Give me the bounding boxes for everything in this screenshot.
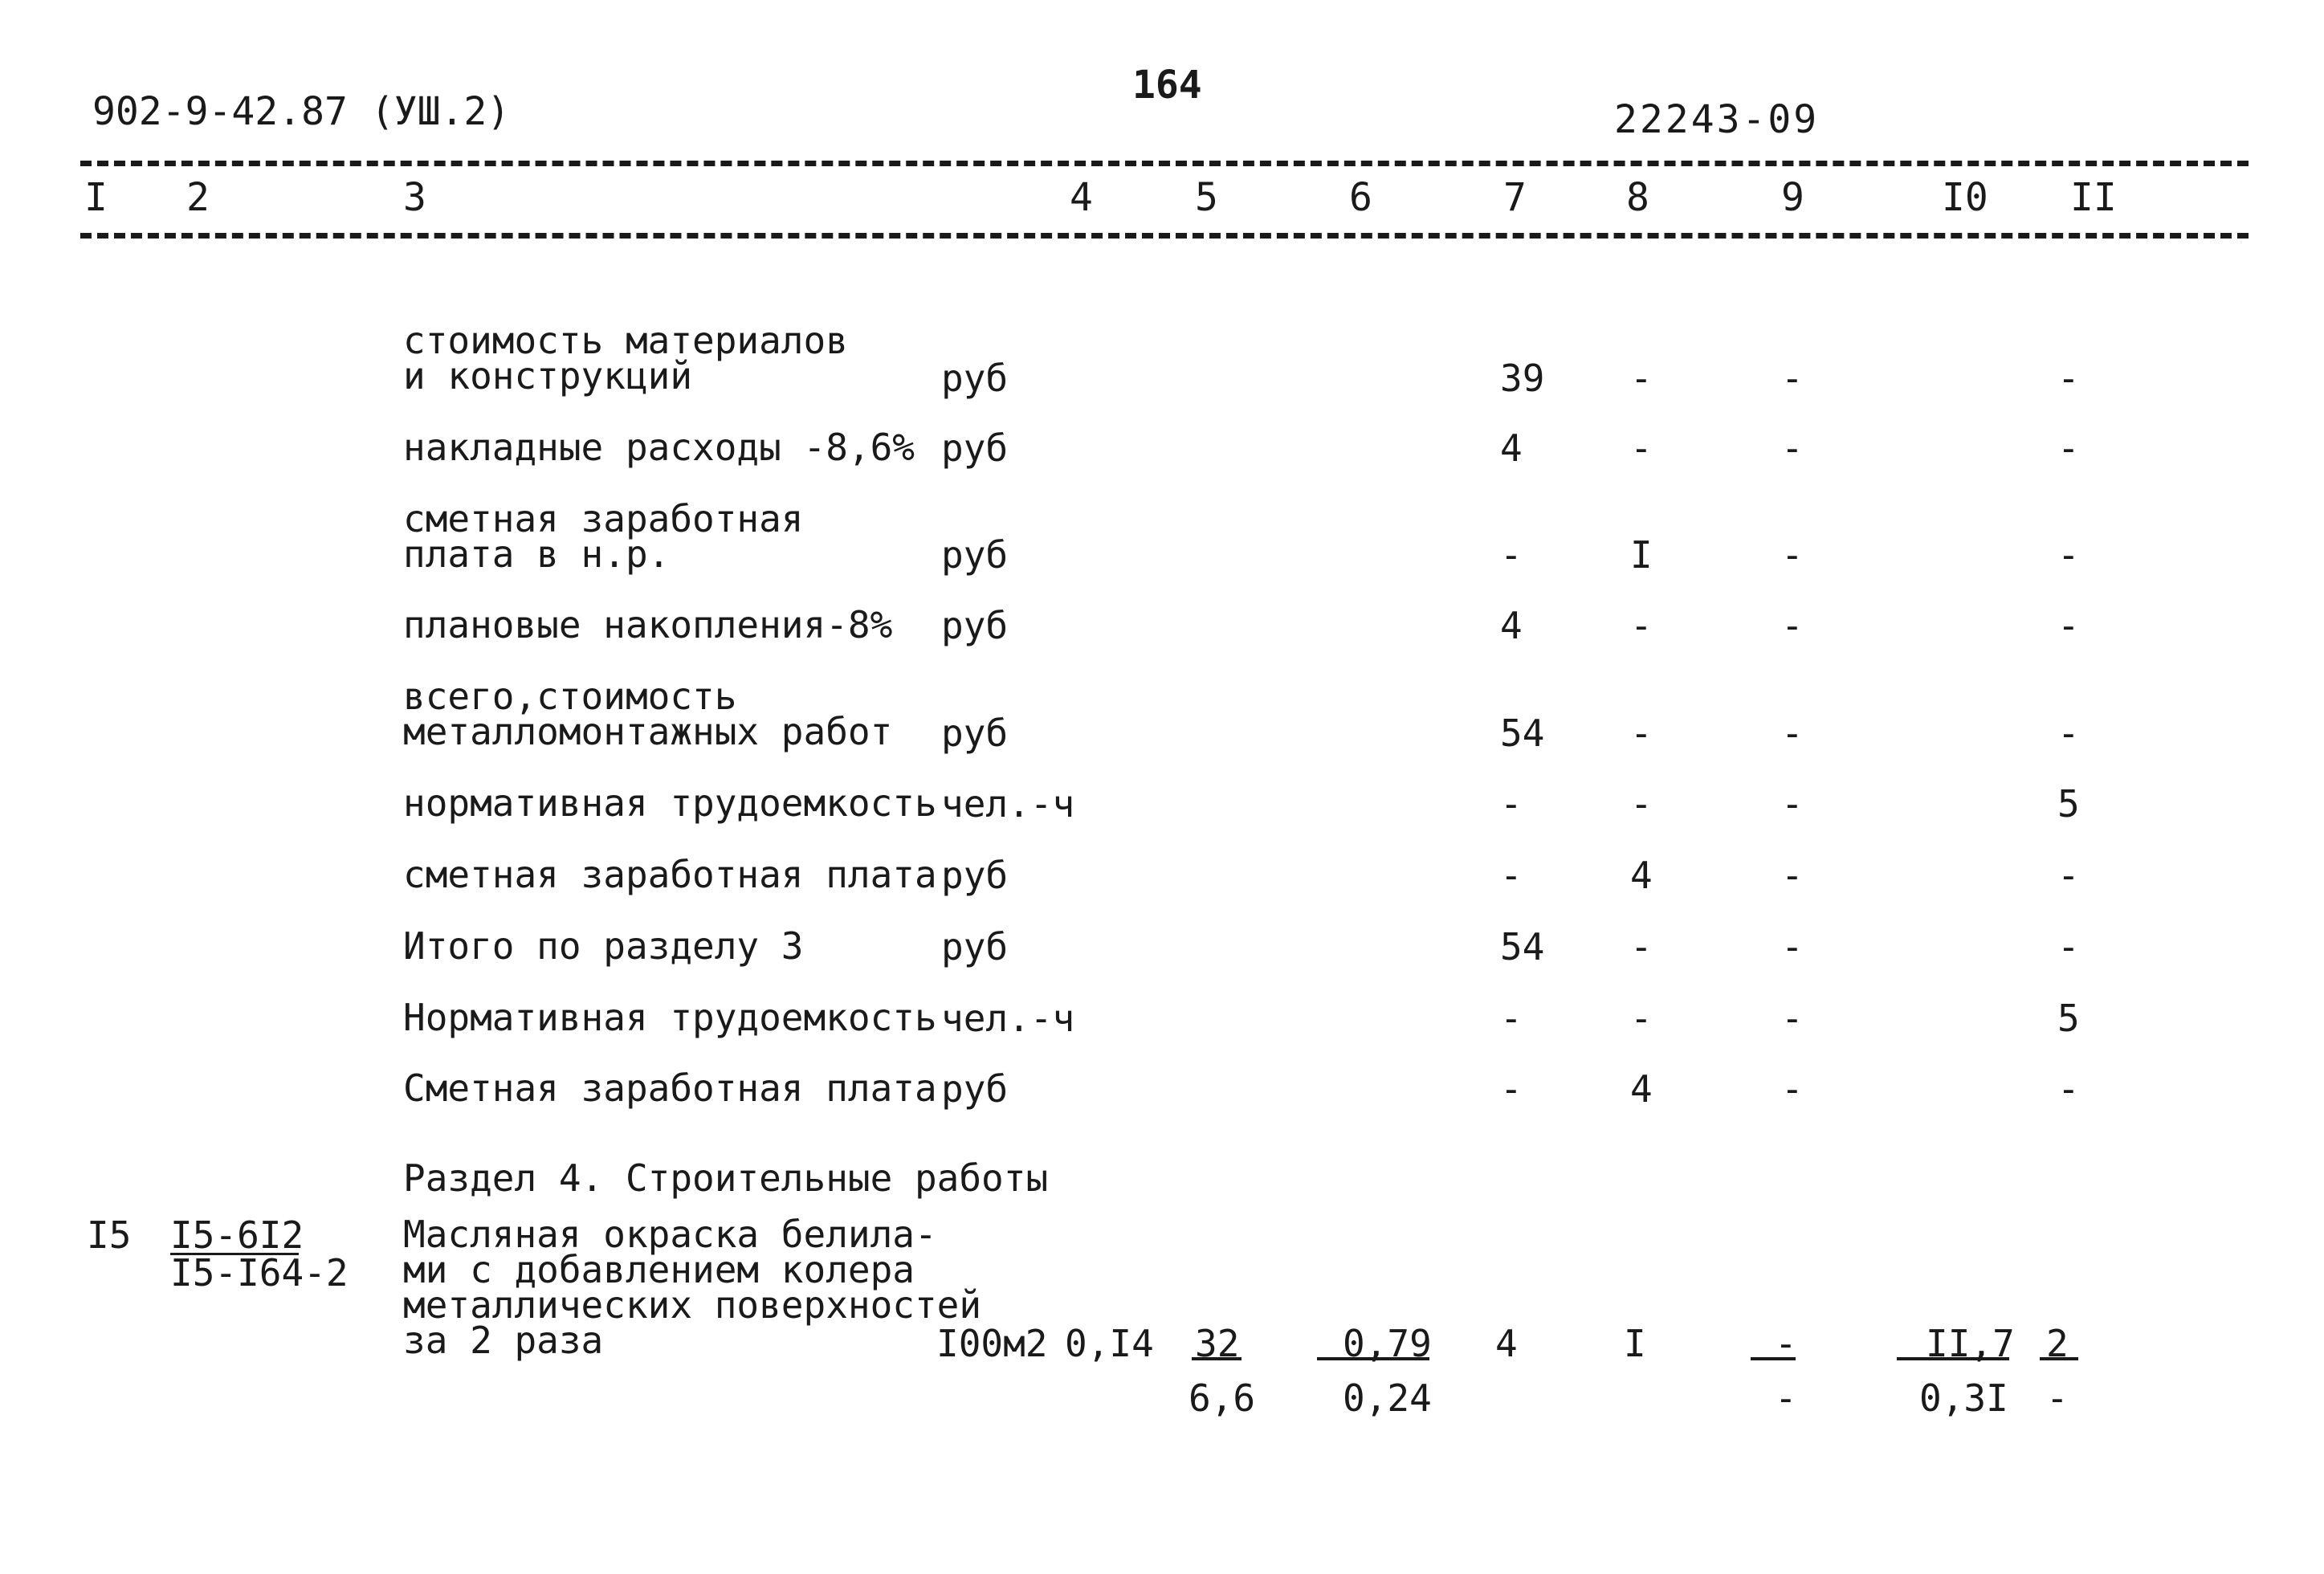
document-number: 22243-09 <box>1614 97 1820 142</box>
row-cell-col9: - <box>1781 854 1804 897</box>
row-cell-col7: - <box>1500 533 1523 577</box>
row-label: всего,стоимость металломонтажных работ <box>403 675 893 753</box>
item-col10-bottom: 0,3I <box>1919 1376 2008 1420</box>
row-cell-col7: - <box>1500 1067 1523 1111</box>
row-cell-col9: - <box>1781 997 1804 1040</box>
col5-fraction-line <box>1192 1357 1242 1360</box>
col9-fraction-line <box>1751 1357 1796 1360</box>
column-header-1: I <box>84 175 108 220</box>
column-header-7: 7 <box>1503 175 1527 220</box>
column-header-5: 5 <box>1195 175 1218 220</box>
row-label: стоимость материалов и конструкций <box>403 319 848 398</box>
item-col5-top: 32 <box>1195 1322 1240 1365</box>
column-header-2: 2 <box>186 175 210 220</box>
row-cell-col11: - <box>2057 925 2080 968</box>
row-cell-col11: 5 <box>2057 782 2080 826</box>
row-cell-col7: - <box>1500 997 1523 1040</box>
item-col6-bottom: 0,24 <box>1343 1376 1432 1420</box>
row-unit: руб <box>941 925 1009 968</box>
row-cell-col11: - <box>2057 533 2080 577</box>
column-header-8: 8 <box>1626 175 1649 220</box>
row-cell-col9: - <box>1781 533 1804 577</box>
row-cell-col8: - <box>1630 925 1653 968</box>
row-label: нормативная трудоемкость <box>403 781 937 825</box>
row-cell-col9: - <box>1781 1067 1804 1111</box>
row-unit: чел.-ч <box>941 782 1075 826</box>
section-title: Раздел 4. Строительные работы <box>403 1156 1049 1200</box>
row-unit: чел.-ч <box>941 997 1075 1040</box>
row-cell-col7: 39 <box>1500 357 1545 400</box>
row-cell-col9: - <box>1781 712 1804 755</box>
item-col11-bottom: - <box>2046 1376 2069 1420</box>
item-col8: I <box>1624 1322 1646 1365</box>
row-label: Нормативная трудоемкость <box>403 996 937 1039</box>
row-cell-col9: - <box>1781 426 1804 470</box>
row-label: Итого по разделу 3 <box>403 924 804 968</box>
column-header-4: 4 <box>1070 175 1093 220</box>
col11-fraction-line <box>2040 1357 2078 1360</box>
header-top-rule <box>80 161 2249 166</box>
item-unit: I00м2 <box>936 1322 1048 1365</box>
col10-fraction-line <box>1897 1357 2009 1360</box>
column-header-6: 6 <box>1349 175 1372 220</box>
header-bottom-rule <box>80 233 2249 239</box>
col6-fraction-line <box>1317 1357 1429 1360</box>
row-cell-col9: - <box>1781 604 1804 647</box>
item-col9-top: - <box>1775 1322 1797 1365</box>
row-cell-col8: - <box>1630 604 1653 647</box>
item-col6-top: 0,79 <box>1343 1322 1432 1365</box>
row-unit: руб <box>941 1067 1009 1111</box>
item-number: I5 <box>87 1213 132 1257</box>
page-number: 164 <box>1132 63 1202 108</box>
column-header-9: 9 <box>1781 175 1804 220</box>
row-cell-col11: - <box>2057 854 2080 897</box>
row-cell-col11: - <box>2057 426 2080 470</box>
document-code: 902-9-42.87 (УШ.2) <box>92 89 511 134</box>
row-label: накладные расходы -8,6% <box>403 426 915 469</box>
item-description: Масляная окраска белила- ми с добавлением колера металлических поверхностей за 2 раза <box>403 1213 982 1362</box>
row-cell-col11: - <box>2057 357 2080 400</box>
row-cell-col8: I <box>1630 533 1653 577</box>
row-cell-col8: - <box>1630 782 1653 826</box>
row-unit: руб <box>941 426 1009 470</box>
item-col11-top: 2 <box>2046 1322 2069 1365</box>
column-header-3: 3 <box>403 175 426 220</box>
row-cell-col8: - <box>1630 426 1653 470</box>
row-unit: руб <box>941 357 1009 400</box>
row-cell-col11: - <box>2057 604 2080 647</box>
row-cell-col11: - <box>2057 1067 2080 1111</box>
column-header-11: II <box>2070 175 2117 220</box>
row-cell-col7: 54 <box>1500 925 1545 968</box>
item-code-secondary: I5-I64-2 <box>170 1251 349 1295</box>
row-cell-col11: 5 <box>2057 997 2080 1040</box>
row-cell-col7: 4 <box>1500 426 1523 470</box>
item-code-primary: I5-6I2 <box>170 1213 304 1257</box>
row-cell-col9: - <box>1781 782 1804 826</box>
row-cell-col7: - <box>1500 854 1523 897</box>
row-cell-col9: - <box>1781 925 1804 968</box>
row-cell-col8: - <box>1630 997 1653 1040</box>
row-cell-col8: - <box>1630 712 1653 755</box>
item-col5-bottom: 6,6 <box>1189 1376 1256 1420</box>
column-header-10: I0 <box>1942 175 1988 220</box>
row-cell-col11: - <box>2057 712 2080 755</box>
row-label: Сметная заработная плата <box>403 1066 937 1110</box>
row-cell-col7: 54 <box>1500 712 1545 755</box>
row-unit: руб <box>941 604 1009 647</box>
item-col7: 4 <box>1495 1322 1518 1365</box>
row-cell-col7: - <box>1500 782 1523 826</box>
row-cell-col8: 4 <box>1630 854 1653 897</box>
row-unit: руб <box>941 533 1009 577</box>
item-quantity: 0,I4 <box>1065 1322 1154 1365</box>
row-cell-col8: - <box>1630 357 1653 400</box>
row-label: сметная заработная плата <box>403 853 937 896</box>
item-col10-top: II,7 <box>1926 1322 2015 1365</box>
row-label: плановые накопления-8% <box>403 603 893 646</box>
item-col9-bottom: - <box>1775 1376 1797 1420</box>
row-cell-col9: - <box>1781 357 1804 400</box>
row-unit: руб <box>941 712 1009 755</box>
row-unit: руб <box>941 854 1009 897</box>
row-cell-col7: 4 <box>1500 604 1523 647</box>
row-cell-col8: 4 <box>1630 1067 1653 1111</box>
row-label: сметная заработная плата в н.р. <box>403 497 804 576</box>
